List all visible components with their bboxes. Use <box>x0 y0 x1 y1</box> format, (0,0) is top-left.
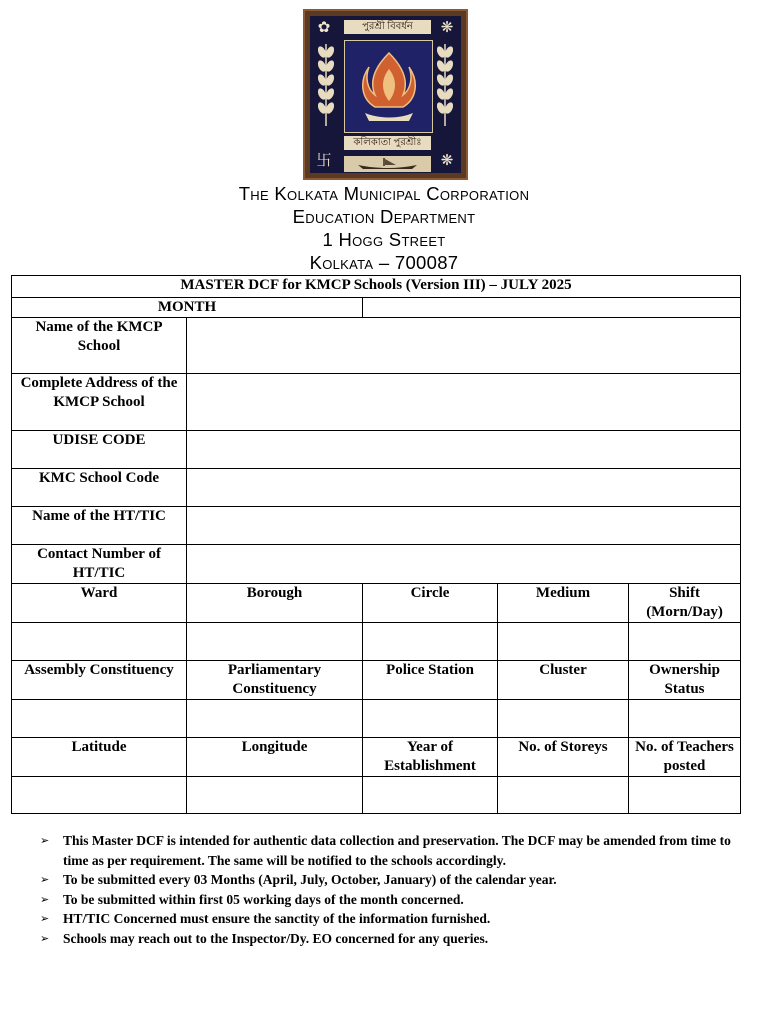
kmc-school-code-input[interactable] <box>187 469 741 507</box>
instructions-list <box>40 831 752 948</box>
parliamentary-constituency-input[interactable] <box>187 700 363 738</box>
circle-label: Circle <box>363 584 498 623</box>
udise-code-label: UDISE CODE <box>12 431 187 469</box>
logo-emblem <box>344 40 433 133</box>
school-name-label: Name of the KMCP School <box>12 318 187 374</box>
note-text: To be submitted every 03 Months (April, July, October, January) of the calendar year. <box>63 872 557 887</box>
no-of-teachers-input[interactable] <box>629 777 741 814</box>
longitude-input[interactable] <box>187 777 363 814</box>
city-address: Kolkata – 700087 <box>309 252 459 273</box>
department-name: Education Department <box>292 206 476 227</box>
contact-number-input[interactable] <box>187 545 741 584</box>
kmc-logo <box>303 9 468 180</box>
parliamentary-constituency-label: Parliamentary Constituency <box>187 661 363 700</box>
ht-name-input[interactable] <box>187 507 741 545</box>
shift-label: Shift (Morn/Day) <box>629 584 741 623</box>
shift-input[interactable] <box>629 623 741 661</box>
police-station-input[interactable] <box>363 700 498 738</box>
logo-motto-bottom: কলিকাতা পুরশ্রীঃ <box>344 136 431 150</box>
medium-label: Medium <box>498 584 629 623</box>
year-of-establishment-input[interactable] <box>363 777 498 814</box>
logo-corner-ornament-icon: ❋ <box>440 20 454 36</box>
ht-name-label: Name of the HT/TIC <box>12 507 187 545</box>
logo-frame <box>310 16 461 173</box>
udise-code-input[interactable] <box>187 431 741 469</box>
no-of-storeys-label: No. of Storeys <box>498 738 629 777</box>
street-address: 1 Hogg Street <box>322 229 446 250</box>
list-item <box>40 870 752 890</box>
kmc-school-code-label: KMC School Code <box>12 469 187 507</box>
address-label: Complete Address of the KMCP School <box>12 374 187 431</box>
year-of-establishment-label: Year of Establishment <box>363 738 498 777</box>
month-input[interactable] <box>363 298 741 318</box>
police-station-label: Police Station <box>363 661 498 700</box>
ownership-status-input[interactable] <box>629 700 741 738</box>
form-title: MASTER DCF for KMCP Schools (Version III) – JULY 2025 <box>12 276 741 298</box>
logo-corner-ornament-icon: ❋ <box>440 153 454 169</box>
master-dcf-form <box>11 275 741 814</box>
note-text: This Master DCF is intended for authentic data collection and preservation. The DCF may be amended from time to time as per requirement. The same will be notified to the schools accordingly. <box>63 833 731 868</box>
list-item <box>40 909 752 929</box>
boat-icon <box>344 156 431 172</box>
swastika-icon: 卐 <box>316 153 332 169</box>
cluster-input[interactable] <box>498 700 629 738</box>
contact-number-label: Contact Number of HT/TIC <box>12 545 187 584</box>
school-name-input[interactable] <box>187 318 741 374</box>
borough-input[interactable] <box>187 623 363 661</box>
ward-input[interactable] <box>12 623 187 661</box>
no-of-storeys-input[interactable] <box>498 777 629 814</box>
circle-input[interactable] <box>363 623 498 661</box>
list-item <box>40 831 752 870</box>
cluster-label: Cluster <box>498 661 629 700</box>
arrow-bullet-icon: ➢ <box>40 873 50 886</box>
note-text: To be submitted within first 05 working days of the month concerned. <box>63 891 464 907</box>
latitude-input[interactable] <box>12 777 187 814</box>
wheat-left-icon <box>315 42 337 128</box>
longitude-label: Longitude <box>187 738 363 777</box>
note-text: Schools may reach out to the Inspector/Dy. EO concerned for any queries. <box>63 930 489 946</box>
arrow-bullet-icon: ➢ <box>40 834 50 847</box>
ownership-status-label: Ownership Status <box>629 661 741 700</box>
arrow-bullet-icon: ➢ <box>40 912 50 925</box>
medium-input[interactable] <box>498 623 629 661</box>
borough-label: Borough <box>187 584 363 623</box>
org-name: The Kolkata Municipal Corporation <box>238 183 530 204</box>
assembly-constituency-input[interactable] <box>12 700 187 738</box>
address-input[interactable] <box>187 374 741 431</box>
list-item <box>40 929 752 949</box>
arrow-bullet-icon: ➢ <box>40 892 50 906</box>
arrow-bullet-icon: ➢ <box>40 931 50 945</box>
latitude-label: Latitude <box>12 738 187 777</box>
month-label: MONTH <box>12 298 363 318</box>
logo-motto-top: পুরশ্রী বিবর্ধন <box>344 20 431 34</box>
assembly-constituency-label: Assembly Constituency <box>12 661 187 700</box>
logo-corner-ornament-icon: ✿ <box>317 20 331 36</box>
wheat-right-icon <box>434 42 456 128</box>
ward-label: Ward <box>12 584 187 623</box>
flame-emblem-icon <box>345 41 432 132</box>
note-text: HT/TIC Concerned must ensure the sanctity of the information furnished. <box>63 911 491 926</box>
logo-boat-band <box>344 156 431 172</box>
list-item <box>40 890 752 910</box>
no-of-teachers-label: No. of Teachers posted <box>629 738 741 777</box>
